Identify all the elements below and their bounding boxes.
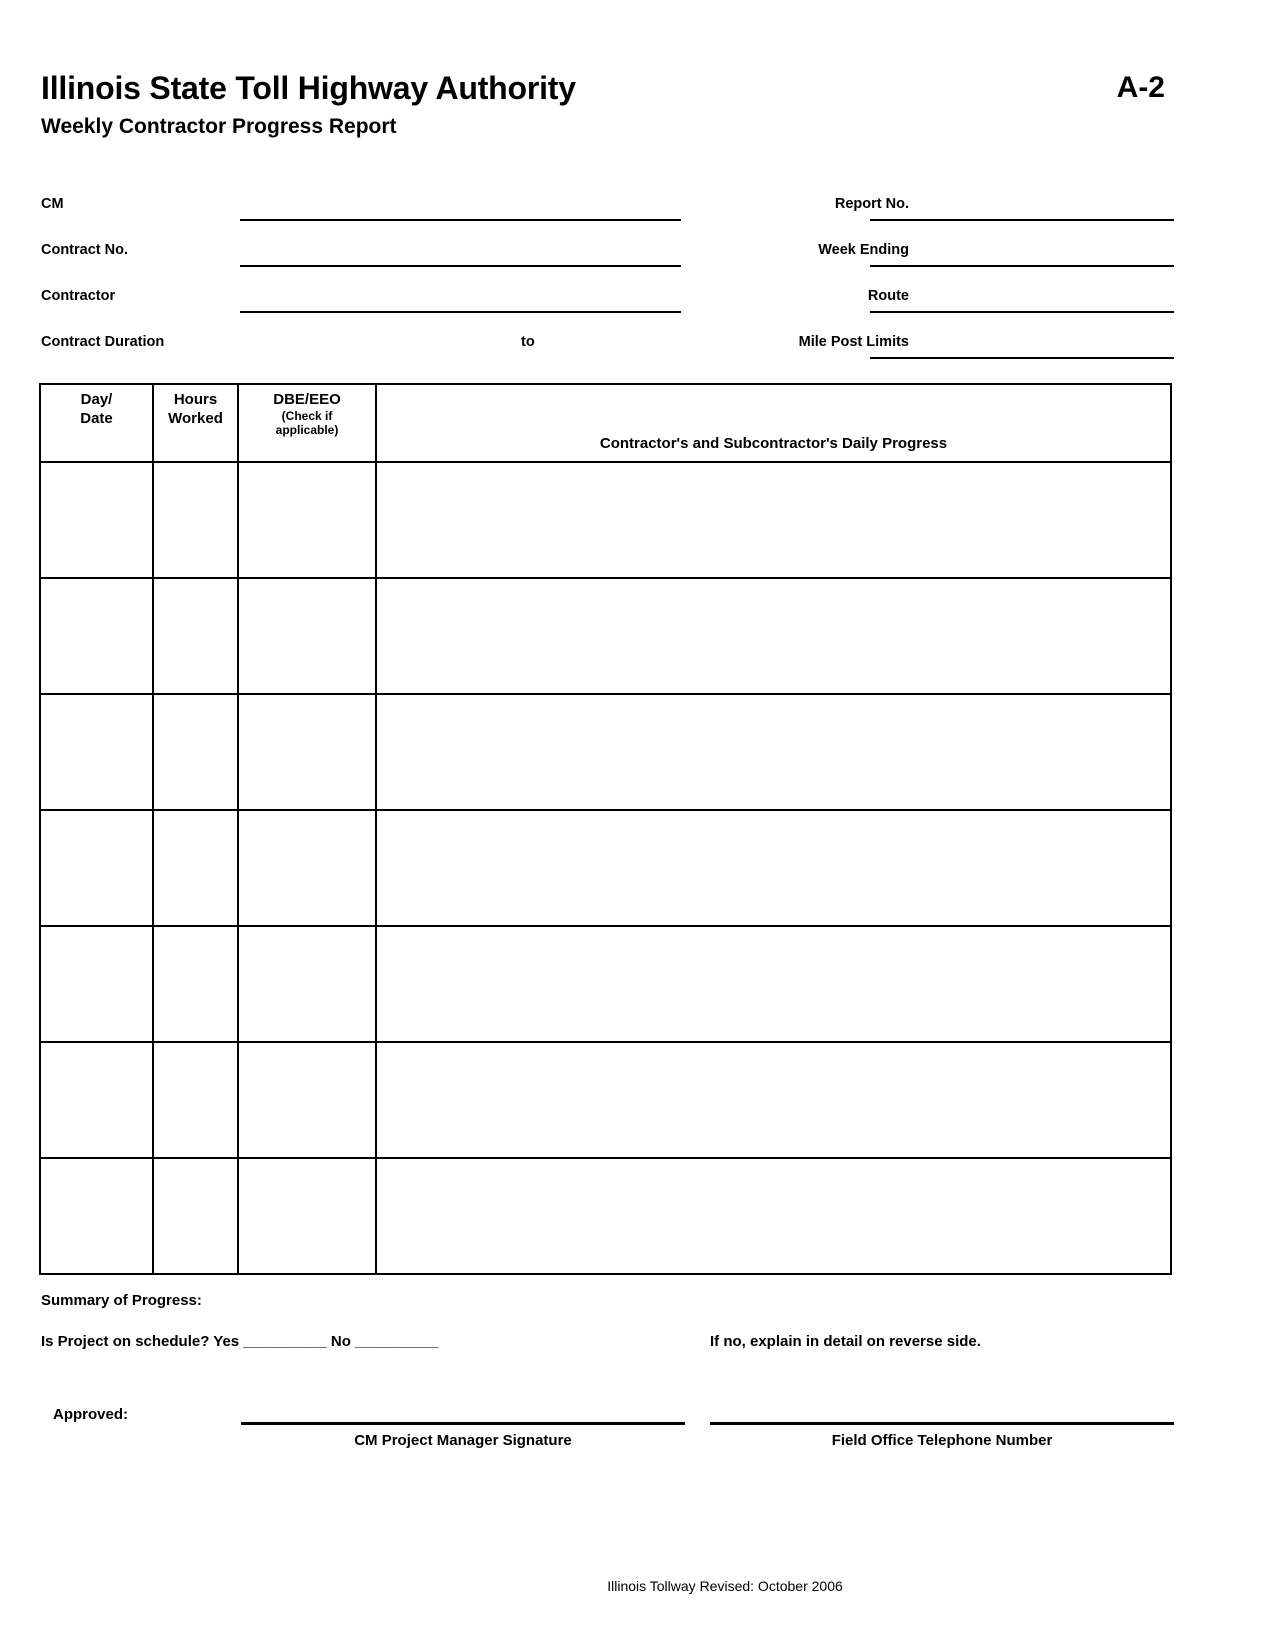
form-fields-section	[41, 192, 1174, 376]
cm-signature-block	[241, 1400, 685, 1449]
table-row	[40, 694, 1171, 810]
column-header-dbe-eeo	[238, 384, 376, 462]
cell-day-date[interactable]	[40, 1158, 153, 1274]
cell-hours-worked[interactable]	[153, 578, 238, 694]
cell-day-date[interactable]	[40, 926, 153, 1042]
cell-hours-worked[interactable]	[153, 462, 238, 578]
approved-label: Approved:	[53, 1406, 128, 1423]
daily-progress-table	[39, 383, 1172, 1275]
week-ending-input[interactable]	[870, 265, 1174, 267]
mile-post-limits-input[interactable]	[870, 357, 1174, 359]
column-header-hours-worked	[153, 384, 238, 462]
form-code: A-2	[1116, 71, 1165, 104]
cell-hours-worked[interactable]	[153, 694, 238, 810]
cm-input[interactable]	[240, 219, 681, 221]
table-row	[40, 578, 1171, 694]
dbe-eeo-line1: DBE/EEO	[273, 391, 341, 408]
page-title: Illinois State Toll Highway Authority	[41, 70, 576, 106]
day-date-line2: Date	[80, 410, 113, 428]
schedule-note: If no, explain in detail on reverse side.	[710, 1333, 981, 1350]
cell-dbe-eeo[interactable]	[238, 578, 376, 694]
cell-hours-worked[interactable]	[153, 1158, 238, 1274]
duration-separator: to	[521, 334, 535, 350]
cell-dbe-eeo[interactable]	[238, 1158, 376, 1274]
cell-day-date[interactable]	[40, 1042, 153, 1158]
table-row	[40, 462, 1171, 578]
field-row-4	[41, 330, 1174, 376]
field-office-phone-input[interactable]	[710, 1400, 1174, 1425]
field-office-phone-block	[710, 1400, 1174, 1449]
field-row-1	[41, 192, 1174, 238]
dbe-eeo-line2: (Check if	[281, 409, 333, 424]
cell-daily-progress[interactable]	[376, 694, 1171, 810]
cell-daily-progress[interactable]	[376, 810, 1171, 926]
cell-hours-worked[interactable]	[153, 926, 238, 1042]
cell-dbe-eeo[interactable]	[238, 810, 376, 926]
cell-dbe-eeo[interactable]	[238, 926, 376, 1042]
cell-day-date[interactable]	[40, 578, 153, 694]
daily-progress-title: Contractor's and Subcontractor's Daily Progress	[599, 435, 948, 452]
table-row	[40, 1042, 1171, 1158]
report-no-label: Report No.	[834, 196, 909, 212]
document-header	[41, 72, 1171, 138]
route-input[interactable]	[870, 311, 1174, 313]
field-office-phone-caption: Field Office Telephone Number	[831, 1432, 1053, 1449]
cell-daily-progress[interactable]	[376, 1042, 1171, 1158]
contractor-input[interactable]	[240, 311, 681, 313]
cell-daily-progress[interactable]	[376, 1158, 1171, 1274]
report-no-input[interactable]	[870, 219, 1174, 221]
contractor-label: Contractor	[41, 288, 116, 304]
cell-day-date[interactable]	[40, 462, 153, 578]
summary-title: Summary of Progress:	[41, 1292, 202, 1309]
approval-section	[41, 1400, 1174, 1480]
route-label: Route	[867, 288, 909, 304]
contract-no-input[interactable]	[240, 265, 681, 267]
summary-section	[41, 1292, 1174, 1357]
cell-hours-worked[interactable]	[153, 810, 238, 926]
mile-post-limits-label: Mile Post Limits	[798, 334, 909, 350]
table-row	[40, 1158, 1171, 1274]
column-header-daily-progress	[376, 384, 1171, 462]
table-row	[40, 926, 1171, 1042]
cell-daily-progress[interactable]	[376, 578, 1171, 694]
table-body	[40, 462, 1171, 1274]
cell-daily-progress[interactable]	[376, 462, 1171, 578]
cell-dbe-eeo[interactable]	[238, 1042, 376, 1158]
hours-worked-line1: Hours	[173, 391, 218, 408]
cell-day-date[interactable]	[40, 810, 153, 926]
field-row-3	[41, 284, 1174, 330]
revision-note: Illinois Tollway Revised: October 2006	[607, 1578, 843, 1594]
schedule-question[interactable]: Is Project on schedule? Yes __________ No __________	[41, 1333, 439, 1350]
cell-hours-worked[interactable]	[153, 1042, 238, 1158]
table-row	[40, 810, 1171, 926]
table-header-row	[40, 384, 1171, 462]
document-footer	[0, 1578, 1275, 1594]
cell-day-date[interactable]	[40, 694, 153, 810]
contract-no-label: Contract No.	[41, 242, 128, 258]
cm-label: CM	[41, 196, 64, 212]
contract-duration-label: Contract Duration	[41, 334, 165, 350]
cm-signature-caption: CM Project Manager Signature	[354, 1432, 572, 1449]
page-subtitle: Weekly Contractor Progress Report	[41, 114, 397, 138]
title-row	[41, 72, 1171, 106]
schedule-question-row	[41, 1333, 1174, 1357]
cell-daily-progress[interactable]	[376, 926, 1171, 1042]
day-date-line1: Day/	[80, 391, 113, 408]
week-ending-label: Week Ending	[818, 242, 909, 258]
cell-dbe-eeo[interactable]	[238, 694, 376, 810]
cell-dbe-eeo[interactable]	[238, 462, 376, 578]
field-row-2	[41, 238, 1174, 284]
column-header-day-date	[40, 384, 153, 462]
dbe-eeo-line3: applicable)	[275, 423, 339, 438]
hours-worked-line2: Worked	[168, 410, 223, 428]
cm-signature-input[interactable]	[241, 1400, 685, 1425]
